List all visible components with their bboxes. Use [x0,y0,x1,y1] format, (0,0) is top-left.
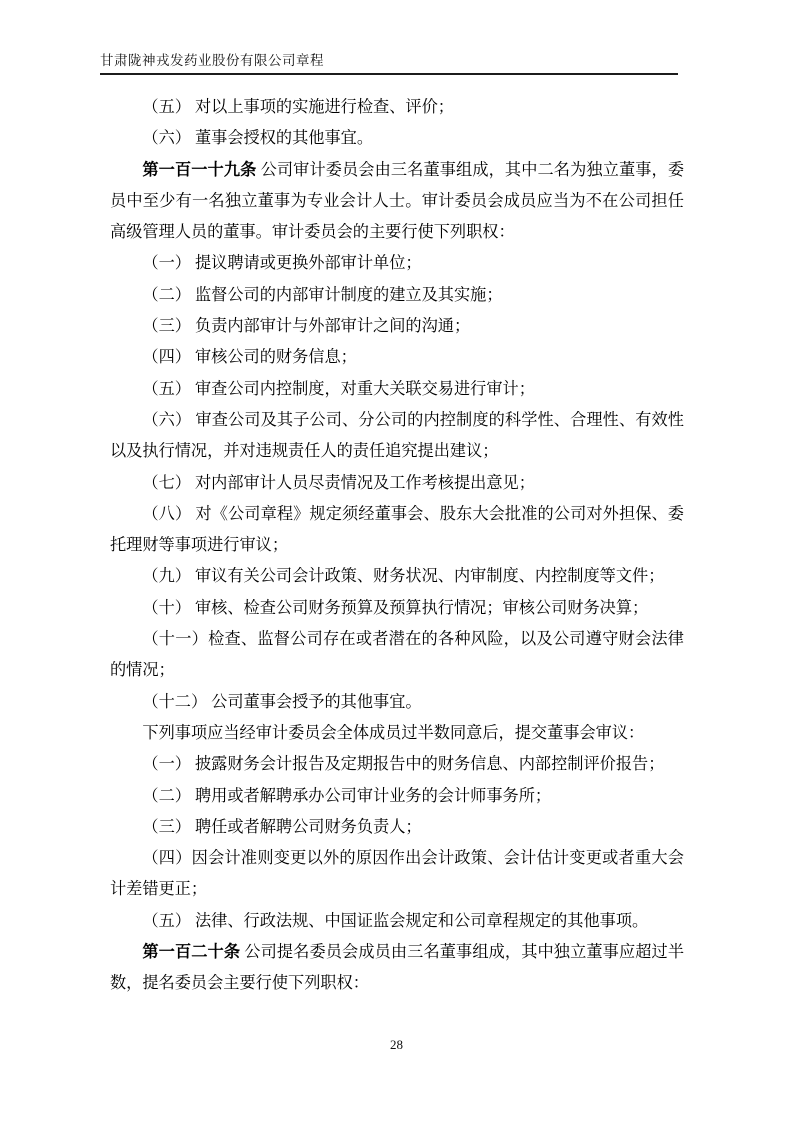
paragraph-text: （三） 负责内部审计与外部审计之间的沟通； [142,317,471,336]
paragraph [110,92,684,123]
paragraph-text: （六） 审查公司及其子公司、分公司的内控制度的科学性、合理性、有效性以及执行情况，并对违规责任人的责任追究提出建议； [110,410,684,461]
paragraph-text: 下列事项应当经审计委员会全体成员过半数同意后，提交董事会审议： [142,723,645,742]
paragraph-text: （十） 审核、检查公司财务预算及预算执行情况；审核公司财务决算； [142,598,649,617]
paragraph-text: （二） 监督公司的内部审计制度的建立及其实施； [142,285,503,304]
paragraph-text: （九） 审议有关公司会计政策、财务状况、内审制度、内控制度等文件； [142,567,665,586]
paragraph-text: （十二） 公司董事会授予的其他事宜。 [142,692,422,711]
article-number: 第一百二十条 [142,943,241,962]
paragraph [110,593,684,624]
paragraph [110,812,684,843]
paragraph [110,123,684,154]
paragraph [110,561,684,592]
paragraph [110,687,684,718]
paragraph-text: （五） 审查公司内控制度，对重大关联交易进行审计； [142,379,535,398]
page-header-title: 甘肃陇神戎发药业股份有限公司章程 [100,53,324,68]
paragraph-text: （三） 聘任或者解聘公司财务负责人； [142,817,422,836]
paragraph [110,374,684,405]
paragraph [110,937,684,1000]
paragraph [110,311,684,342]
paragraph-text: （二） 聘用或者解聘承办公司审计业务的会计师事务所； [142,786,552,805]
paragraph-text: （五） 对以上事项的实施进行检查、评价； [142,98,454,116]
paragraph [110,718,684,749]
paragraph [110,248,684,279]
paragraph-text: （六） 董事会授权的其他事宜。 [142,129,374,148]
article-number: 第一百一十九条 [142,160,257,179]
paragraph-text: 公司提名委员会成员由三名董事组成，其中独立董事应超过半数，提名委员会主要行使下列职权： [110,943,685,993]
paragraph [110,499,684,562]
paragraph-text: （四） 审核公司的财务信息； [142,348,357,367]
page-header [100,49,678,75]
page-number: 28 [390,1037,403,1052]
paragraph-text: （一） 披露财务会计报告及定期报告中的财务信息、内部控制评价报告； [142,755,665,774]
paragraph-text: （七） 对内部审计人员尽责情况及工作考核提出意见； [142,473,535,492]
paragraph [110,749,684,780]
paragraph [110,843,684,906]
paragraph-text: （一） 提议聘请或更换外部审计单位； [142,254,422,273]
paragraph [110,781,684,812]
paragraph [110,906,684,937]
document-body [110,92,684,1000]
paragraph [110,155,684,249]
paragraph [110,342,684,373]
paragraph [110,468,684,499]
paragraph-text: （十一）检查、监督公司存在或者潜在的各种风险，以及公司遵守财会法律的情况； [110,630,684,680]
paragraph-text: （八） 对《公司章程》规定须经董事会、股东大会批准的公司对外担保、委托理财等事项进行审议； [110,504,684,555]
paragraph-text: （五） 法律、行政法规、中国证监会规定和公司章程规定的其他事项。 [142,911,649,930]
paragraph [110,280,684,311]
paragraph [110,405,684,468]
page-footer [0,1037,793,1053]
paragraph-text: 公司审计委员会由三名董事组成，其中二名为独立董事，委员中至少有一名独立董事为专业会计人士。审计委员会成员应当为不在公司担任高级管理人员的董事。审计委员会的主要行使下列职权： [110,160,685,242]
paragraph [110,624,684,687]
paragraph-text: （四）因会计准则变更以外的原因作出会计政策、会计估计变更或者重大会计差错更正； [110,849,684,899]
